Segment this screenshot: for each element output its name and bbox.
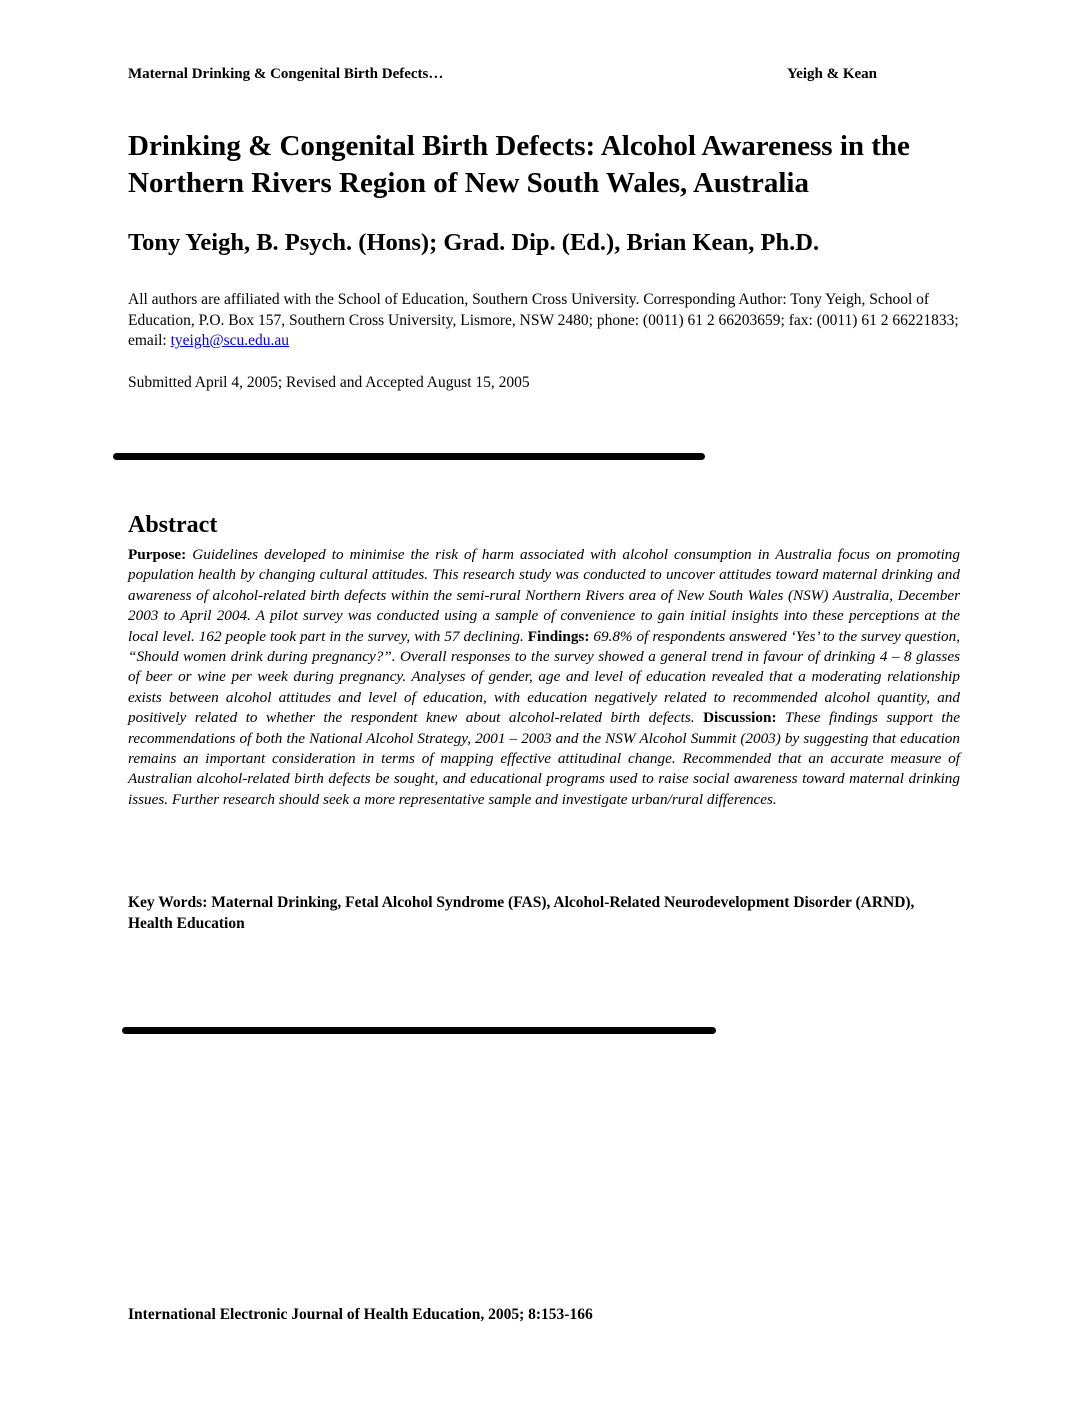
running-title: Maternal Drinking & Congenital Birth Defects… <box>128 66 444 82</box>
purpose-label: Purpose: <box>128 546 187 563</box>
email-link[interactable]: tyeigh@scu.edu.au <box>170 332 290 349</box>
divider-rule-top <box>113 453 705 460</box>
keywords-label: Key Words: <box>128 894 208 911</box>
findings-text: 69.8% of respondents answered ‘Yes’ to the survey question, “Should women drink during pregnancy?”. Overall responses to the survey showed a general trend in favour of drinking 4 – 8 glasses of beer or wine per week during pregnancy. Analyses of gender, age and level of education revealed that a moderating relationship exists between alcohol attitudes and level of education, with education negatively related to recommended alcohol quantity, and positively related to whether the respondent knew about alcohol-related birth defects. <box>128 627 960 727</box>
affiliation-text: All authors are affiliated with the School of Education, Southern Cross University. Corresponding Author: Tony Yeigh, School of Education, P.O. Box 157, Southern Cross University, Lismore, NSW 2480; phone: (0011) 61 2 66203659; fax: (0011) 61 2 66221833; email: <box>128 291 959 349</box>
journal-citation-footer: International Electronic Journal of Health Education, 2005; 8:153-166 <box>128 1306 593 1323</box>
findings-label: Findings: <box>527 627 590 645</box>
divider-rule-bottom <box>122 1027 716 1034</box>
paper-title: Drinking & Congenital Birth Defects: Alcohol Awareness in the Northern Rivers Region of New South Wales, Australia <box>128 130 910 199</box>
abstract-heading: Abstract <box>128 512 218 538</box>
abstract-body <box>128 545 960 810</box>
author-list: Tony Yeigh, B. Psych. (Hons); Grad. Dip. (Ed.), Brian Kean, Ph.D. <box>128 229 820 256</box>
affiliation-block <box>128 290 968 352</box>
keywords-text: Maternal Drinking, Fetal Alcohol Syndrome (FAS), Alcohol-Related Neurodevelopment Disorder (ARND), Health Education <box>128 894 915 932</box>
keywords-block <box>128 892 928 934</box>
discussion-label: Discussion: <box>703 709 777 727</box>
purpose-text: Guidelines developed to minimise the risk of harm associated with alcohol consumption in Australia focus on promoting population health by changing cultural attitudes. This research study was conducted to uncover attitudes toward maternal drinking and awareness of alcohol-related birth defects within the semi-rural Northern Rivers area of New South Wales (NSW) Australia, December 2003 to April 2004. A pilot survey was conducted using a sample of convenience to gain initial insights into these perceptions at the local level. 162 people took part in the survey, with 57 declining. <box>128 546 960 645</box>
submission-dates: Submitted April 4, 2005; Revised and Accepted August 15, 2005 <box>128 374 530 391</box>
running-authors: Yeigh & Kean <box>787 66 877 82</box>
discussion-text: These findings support the recommendations of both the National Alcohol Strategy, 2001 – 2003 and the NSW Alcohol Summit (2003) by suggesting that education remains an important consideration in terms of mapping effective attitudinal change. Recommended that an accurate measure of Australian alcohol-related birth defects be sought, and educational programs used to raise social awareness toward maternal drinking issues. Further research should seek a more representative sample and investigate urban/rural differences. <box>128 709 960 808</box>
